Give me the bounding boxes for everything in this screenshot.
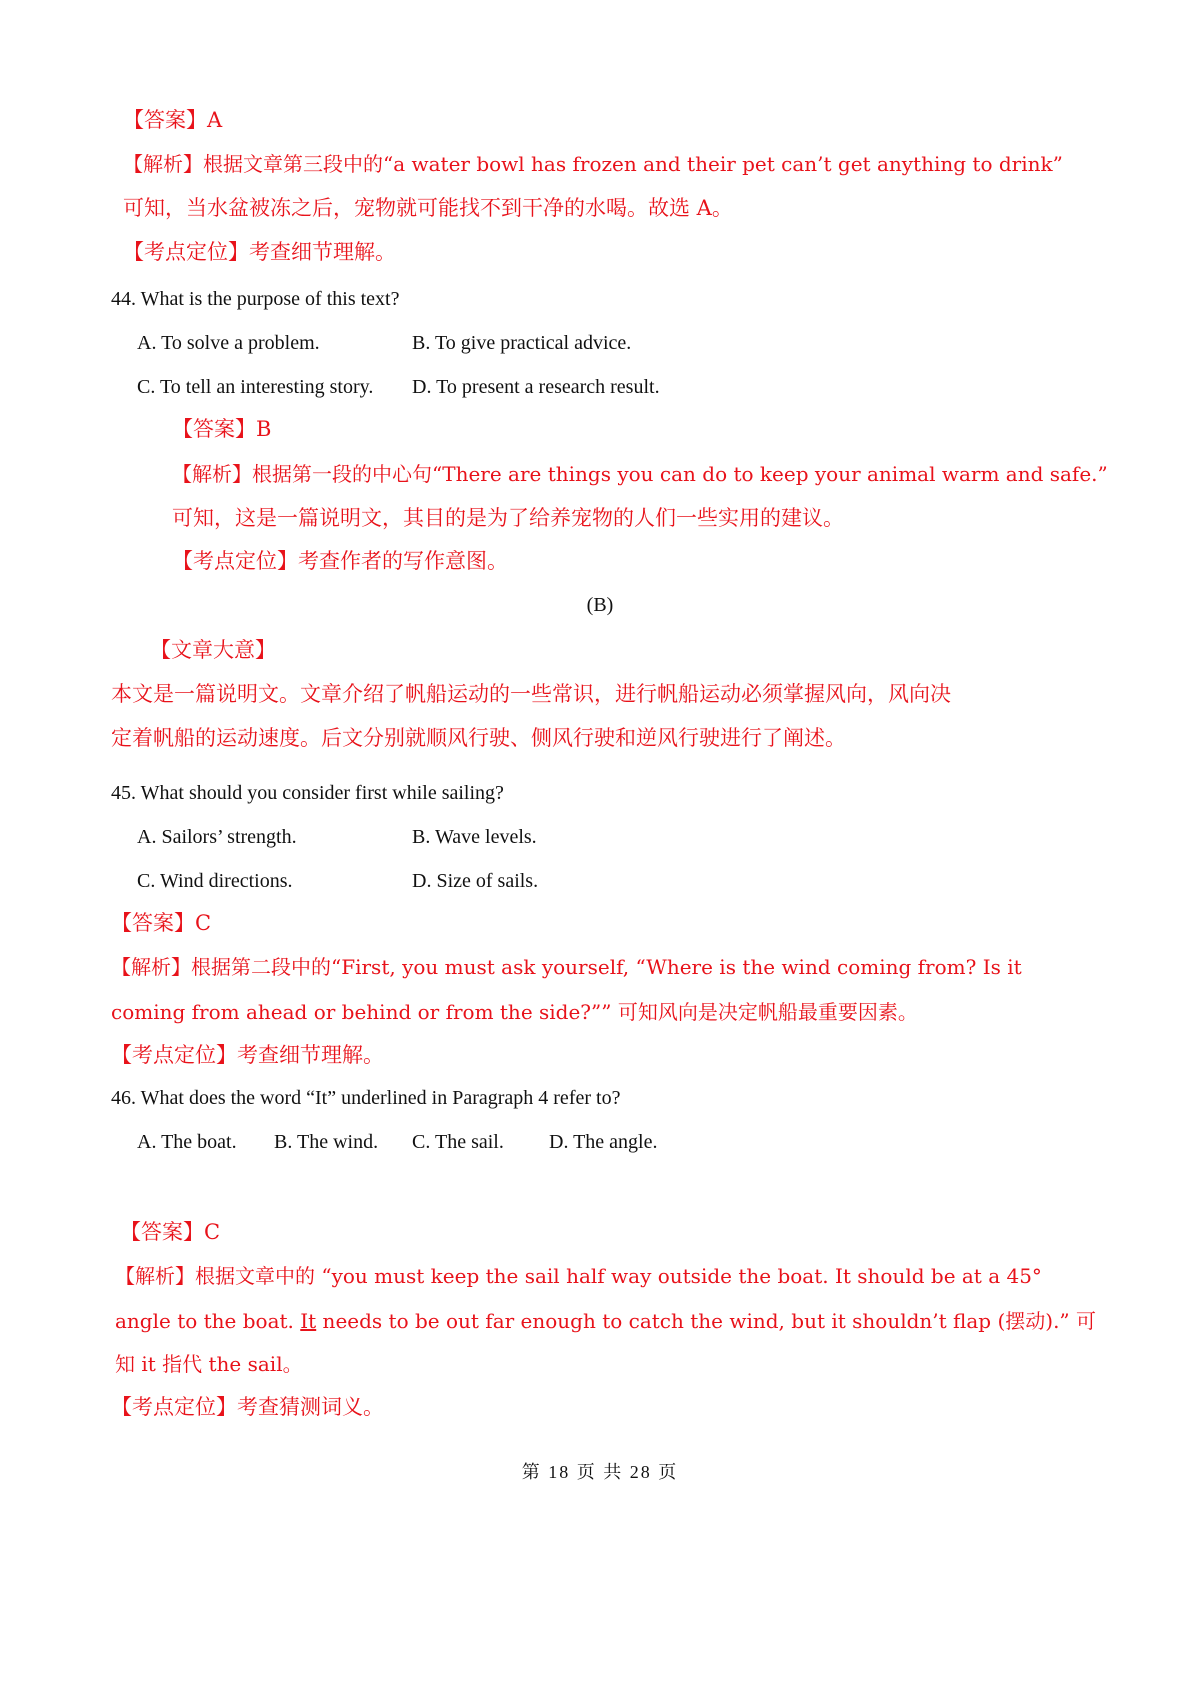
analysis-44-line1: 【解析】根据第一段的中心句“There are things you can do to keep your animal warm and safe.”: [172, 462, 1108, 486]
analysis-45-line2: coming from ahead or behind or from the side?”” 可知风向是决定帆船最重要因素。: [111, 1000, 918, 1024]
answer-43: 【答案】A: [123, 108, 223, 132]
point-45: 【考点定位】考查细节理解。: [111, 1043, 384, 1067]
question-46: 46. What does the word “It” underlined in Paragraph 4 refer to?: [111, 1087, 621, 1109]
underlined-it: It: [300, 1309, 317, 1333]
point-44: 【考点定位】考查作者的写作意图。: [172, 549, 508, 573]
point-43: 【考点定位】考查细节理解。: [123, 240, 396, 264]
option-45-c: C. Wind directions.: [137, 870, 293, 892]
page-number: 第 18 页 共 28 页: [521, 1462, 679, 1482]
analysis-44-line2: 可知，这是一篇说明文，其目的是为了给养宠物的人们一些实用的建议。: [172, 506, 844, 530]
option-44-d: D. To present a research result.: [412, 376, 660, 398]
option-46-d: D. The angle.: [549, 1131, 658, 1153]
answer-44: 【答案】B: [172, 417, 272, 441]
analysis-46-line2: [115, 1311, 1096, 1331]
summary-title: 【文章大意】: [150, 638, 276, 662]
answer-45: 【答案】C: [111, 911, 212, 935]
summary-line2: 定着帆船的运动速度。后文分别就顺风行驶、侧风行驶和逆风行驶进行了阐述。: [111, 726, 846, 750]
analysis-46-line2-post: needs to be out far enough to catch the wind, but it shouldn’t flap (摆动).” 可: [316, 1309, 1097, 1333]
analysis-43-line1: 【解析】根据文章第三段中的“a water bowl has frozen and their pet can’t get anything to drink”: [123, 152, 1063, 176]
option-45-a: A. Sailors’ strength.: [137, 826, 297, 848]
summary-line1: 本文是一篇说明文。文章介绍了帆船运动的一些常识，进行帆船运动必须掌握风向，风向决: [111, 682, 951, 706]
option-45-b: B. Wave levels.: [412, 826, 537, 848]
option-44-a: A. To solve a problem.: [137, 332, 320, 354]
option-46-b: B. The wind.: [274, 1131, 379, 1153]
question-45: 45. What should you consider first while sailing?: [111, 782, 504, 804]
analysis-46-line1: 【解析】根据文章中的 “you must keep the sail half way outside the boat. It should be at a 45°: [115, 1264, 1042, 1288]
option-44-c: C. To tell an interesting story.: [137, 376, 374, 398]
analysis-43-line2: 可知，当水盆被冻之后，宠物就可能找不到干净的水喝。故选 A。: [123, 196, 733, 220]
answer-46: 【答案】C: [120, 1220, 221, 1244]
option-46-a: A. The boat.: [137, 1131, 237, 1153]
section-b-label: (B): [586, 594, 614, 616]
option-46-c: C. The sail.: [412, 1131, 504, 1153]
point-46: 【考点定位】考查猜测词义。: [111, 1395, 384, 1419]
option-45-d: D. Size of sails.: [412, 870, 539, 892]
analysis-46-line3: 知 it 指代 the sail。: [115, 1352, 303, 1376]
analysis-46-line2-pre: angle to the boat.: [115, 1309, 301, 1333]
analysis-45-line1: 【解析】根据第二段中的“First, you must ask yourself, “Where is the wind coming from? Is it: [111, 955, 1022, 979]
option-44-b: B. To give practical advice.: [412, 332, 632, 354]
question-44: 44. What is the purpose of this text?: [111, 288, 400, 310]
